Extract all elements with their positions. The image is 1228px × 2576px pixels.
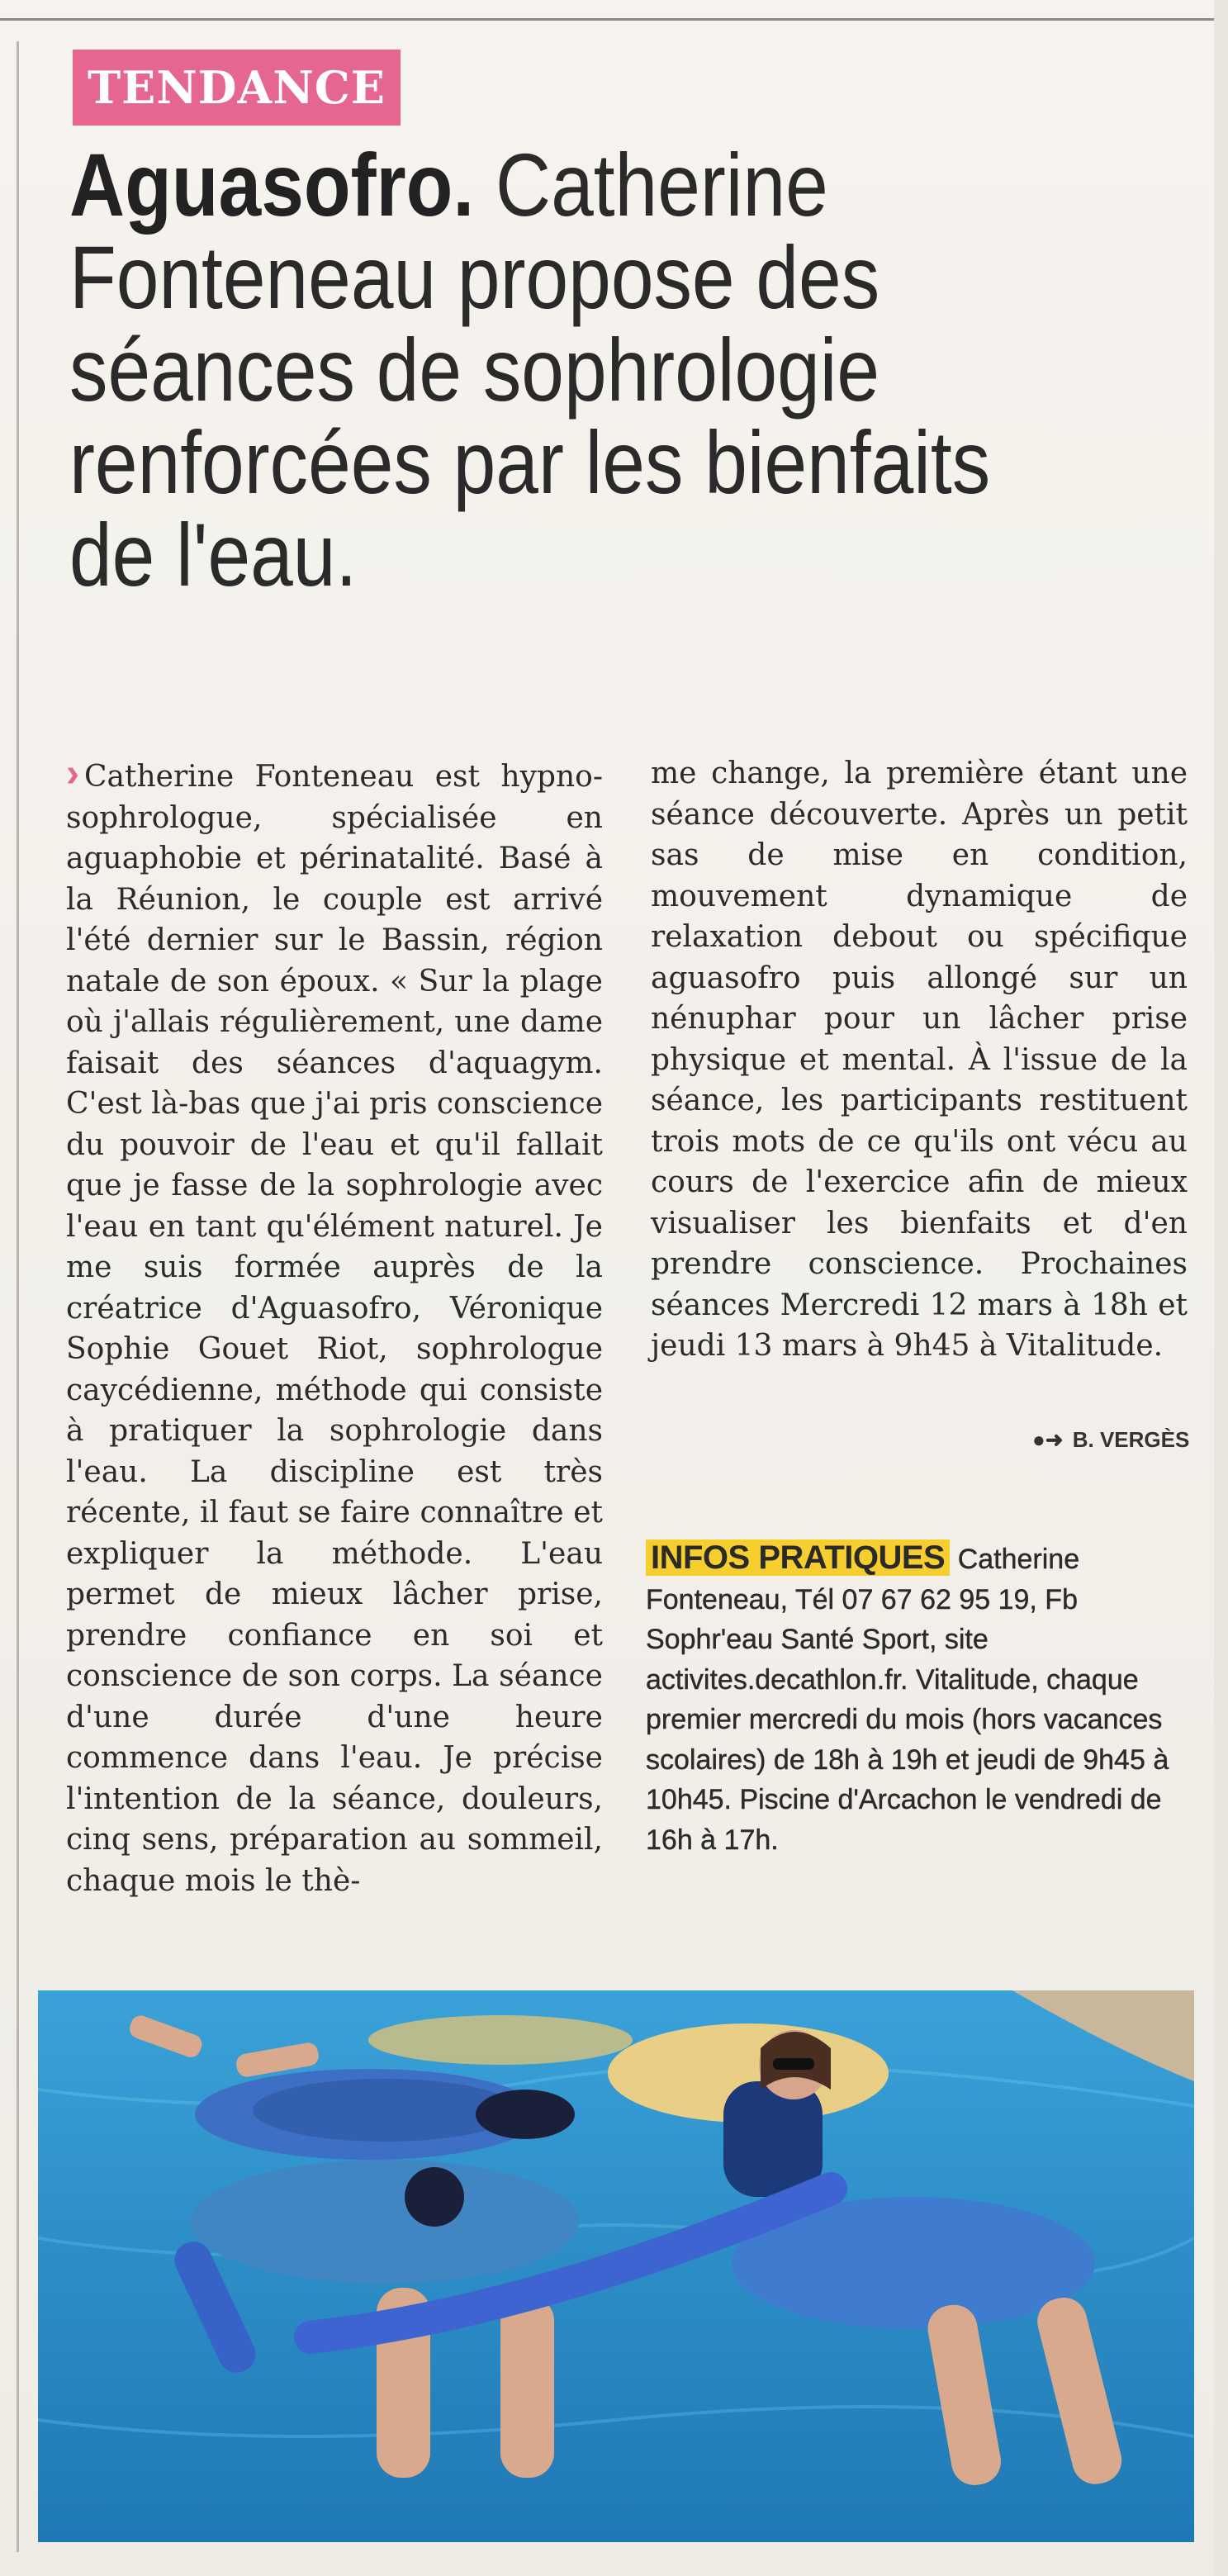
headline-line-1: Aguasofro. Catherine [69, 135, 828, 235]
section-tag: TENDANCE [73, 50, 401, 126]
left-column-rule [17, 41, 19, 2552]
article-column-2 [651, 753, 1188, 1367]
byline-author: B. VERGÈS [1072, 1427, 1190, 1452]
headline-line-4: renforcées par les bienfaits [69, 412, 991, 512]
headline-line-3: séances de sophrologie [69, 320, 880, 420]
headline-strong: Aguasofro. [69, 135, 475, 235]
top-rule [0, 18, 1228, 21]
headline [69, 135, 1163, 605]
headline-line-2: Fonteneau propose des [69, 227, 880, 327]
article-column-1 [66, 753, 603, 1901]
infos-pratiques-box [646, 1538, 1191, 1860]
infos-text: Catherine Fonteneau, Tél 07 67 62 95 19, Fb Sophr'eau Santé Sport, site activites.decathlon.fr. Vitalitude, chaque premier mercredi du mois (hors vacances scolaires) de 18h à 19h et jeudi de 9h45 à 10h45. Piscine d'Arcachon le vendredi de 16h à 17h. [646, 1544, 1169, 1856]
pool-photo [38, 1990, 1194, 2542]
camera-icon: ●➜ [1032, 1427, 1064, 1452]
pool-photo-illustration [38, 1990, 1194, 2542]
quote-mark-icon: › [66, 752, 79, 795]
article-col1-text: Catherine Fonteneau est hypno-sophrologue, spécialisée en aguaphobie et périnatalité. Basé à la Réunion, le couple est arrivé l'été dernier sur le Bassin, région natale de son époux. « Sur la plage où j'allais régulièrement, une dame faisait des séances d'aquagym. C'est là-bas que j'ai pris conscience du pouvoir de l'eau et qu'il fallait que je fasse de la sophrologie avec l'eau en tant qu'élément naturel. Je me suis formée auprès de la créatrice d'Aguasofro, Véronique Sophie Gouet Riot, sophrologue caycédienne, méthode qui consiste à pratiquer la sophrologie dans l'eau. La discipline est très récente, il faut se faire connaître et expliquer la méthode. L'eau permet de mieux lâcher prise, prendre confiance en soi et conscience de son corps. La séance d'une durée d'une heure commence dans l'eau. Je précise l'intention de la séance, douleurs, cinq sens, préparation au sommeil, chaque mois le thè- [66, 760, 603, 1898]
right-margin-strip [1214, 0, 1228, 2576]
article-col2-text: me change, la première étant une séance découverte. Après un petit sas de mise en condition, mouvement dynamique de relaxation debout ou spécifique aguasofro puis allongé sur un nénuphar pour un lâcher prise physique et mental. À l'issue de la séance, les participants restituent trois mots de ce qu'ils ont vécu au cours de l'exercice afin de mieux visualiser les bienfaits et d'en prendre conscience. Prochaines séances Mercredi 12 mars à 18h et jeudi 13 mars à 9h45 à Vitalitude. [651, 757, 1188, 1363]
headline-line-5: de l'eau. [69, 505, 358, 605]
infos-label: INFOS PRATIQUES [646, 1539, 950, 1576]
byline [1032, 1427, 1189, 1453]
